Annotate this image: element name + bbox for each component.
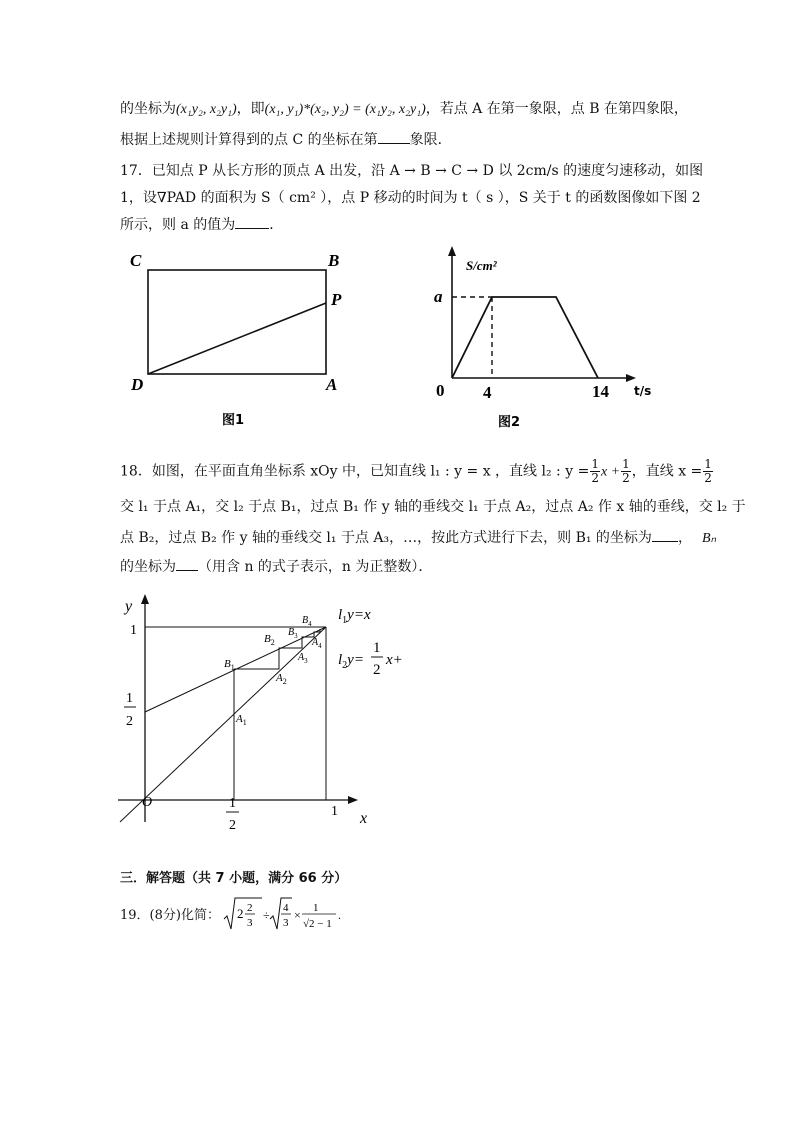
q19-times: × <box>294 908 301 922</box>
frac-denominator: 2 <box>591 471 599 485</box>
q18-line1-text: 如图，在平面直角坐标系 xOy 中，已知直线 l₁ : y = x ，直线 l₂ : y = <box>151 463 590 480</box>
q18-y-half-n: 1 <box>126 691 133 706</box>
q18-l2-label: $l_2y=$ <box>338 652 364 671</box>
fig1-label-p: P <box>331 290 342 309</box>
q16-expr2: (x₁, y₁)*(x₂, y₂) = (x₁y₂, x₂y₁) <box>264 102 426 117</box>
q18-number: 18． <box>120 463 152 480</box>
frac-denominator: 2 <box>704 471 712 485</box>
q16-text-a: 的坐标为 <box>120 101 176 117</box>
q19-rad2-n: 4 <box>283 902 289 914</box>
q18-x-half-n: 1 <box>229 796 236 811</box>
q19-rad2-d: 3 <box>283 917 289 929</box>
q18-label-b4: $B_4$ <box>302 615 312 628</box>
q19-rad1-d: 3 <box>247 917 253 929</box>
q18-l2-frac-n: 1 <box>373 640 381 656</box>
q18-l2-frac-d: 2 <box>373 662 381 678</box>
fig2-caption: 图2 <box>498 415 521 430</box>
fig1-caption: 图1 <box>222 413 245 428</box>
q19-end: . <box>338 908 341 922</box>
q16-text-c: ，若点 A 在第一象限，点 B 在第四象限， <box>425 101 688 117</box>
fig2-label-4: 4 <box>483 383 492 402</box>
fig1-label-a: A <box>326 375 338 394</box>
fig1-label-c: C <box>130 251 142 270</box>
q19-radical-2 <box>270 898 292 929</box>
q18-x-tick-1: 1 <box>331 804 338 819</box>
fig2-label-0: 0 <box>436 381 445 400</box>
q18-line3-text: 点 B₂，过点 B₂ 作 y 轴的垂线交 l₁ 于点 A₃，…，按此方式进行下去，则 B₁ 的坐标为 <box>120 530 652 546</box>
q19-div: ÷ <box>263 908 270 922</box>
q17-line2-text: 1，设∇PAD 的面积为 S（ cm² ），点 P 移动的时间为 t（ s ），S 关于 t 的函数图像如下图 2 <box>120 190 701 206</box>
q19-frac-n: 1 <box>313 902 319 914</box>
q18-line1-end: ，直线 x = <box>631 463 703 480</box>
fig1-label-b: B <box>328 251 340 270</box>
q19-rad1-int: 2 <box>237 906 244 921</box>
q18-bn-label: Bₙ <box>701 531 717 546</box>
q16-text-b: ，即 <box>236 101 265 117</box>
q18-y-label: y <box>125 598 133 615</box>
fig2-label-14: 14 <box>592 382 609 401</box>
q17-number: 17． <box>120 163 152 179</box>
q18-label-b1: $B_1$ <box>224 658 235 672</box>
frac-denominator: 2 <box>622 471 630 485</box>
q19-number: 19． <box>120 908 150 923</box>
q18-line4-text: 的坐标为 <box>120 559 176 575</box>
q18-label-a4: $A_4$ <box>312 637 322 650</box>
q18-label-a3: $A_3$ <box>298 652 308 665</box>
q18-x-label: x <box>360 810 368 827</box>
q17-line1-text: 已知点 P 从长方形的顶点 A 出发，沿 A → B → C → D 以 2cm/s 的速度匀速移动，如图 <box>151 163 704 179</box>
q19-rad1-n: 2 <box>247 902 253 914</box>
q17-line3-text: 所示，则 a 的值为 <box>120 217 236 233</box>
q16-line2-text: 根据上述规则计算得到的点 C 的坐标在第 <box>120 132 378 148</box>
q18-line2-text: 交 l₁ 于点 A₁，交 l₂ 于点 B₁，过点 B₁ 作 y 轴的垂线交 l₁ 于点 A₂，过点 A₂ 作 x 轴的垂线，交 l₂ 于 <box>120 499 746 515</box>
q18-l1-label: $l_1y=x$ <box>338 607 371 626</box>
q18-x-half-d: 2 <box>229 818 236 833</box>
q18-l2-tail: x+ <box>386 652 403 668</box>
frac-numerator: 1 <box>591 457 599 471</box>
q18-label-b3: $B_3$ <box>288 627 298 640</box>
fig2-y-label: S/cm² <box>466 258 497 273</box>
q18-line4-end: （用含 n 的式子表示，n 为正整数）． <box>198 559 433 575</box>
frac-numerator: 1 <box>704 457 712 471</box>
frac-numerator: 1 <box>622 457 630 471</box>
q16-line2-end: 象限． <box>409 132 452 148</box>
q18-label-a1: $A_1$ <box>236 713 247 727</box>
q18-y-half-d: 2 <box>126 714 133 729</box>
q19-text: 化简： <box>180 908 220 923</box>
q18-label-a2: $A_2$ <box>276 672 287 686</box>
q18-line1-mid: x + <box>600 464 621 480</box>
q18-y-tick-1: 1 <box>130 623 137 638</box>
q18-origin-label: O <box>142 795 153 810</box>
q18-line3-comma: ， <box>677 530 692 546</box>
q19-frac-d: √2 − 1 <box>303 918 332 930</box>
q18-label-b2: $B_2$ <box>264 633 275 647</box>
section3-title: 三．解答题（共 7 小题，满分 66 分） <box>120 871 348 886</box>
fig2-label-a: a <box>434 287 443 306</box>
fig2-x-label: t/s <box>634 384 652 398</box>
q16-expr1: (x₁y₂, x₂y₁) <box>176 102 237 117</box>
q17-line3-end: ． <box>269 217 284 233</box>
q19-score: (8分) <box>149 908 181 923</box>
fig1-label-d: D <box>131 375 144 394</box>
